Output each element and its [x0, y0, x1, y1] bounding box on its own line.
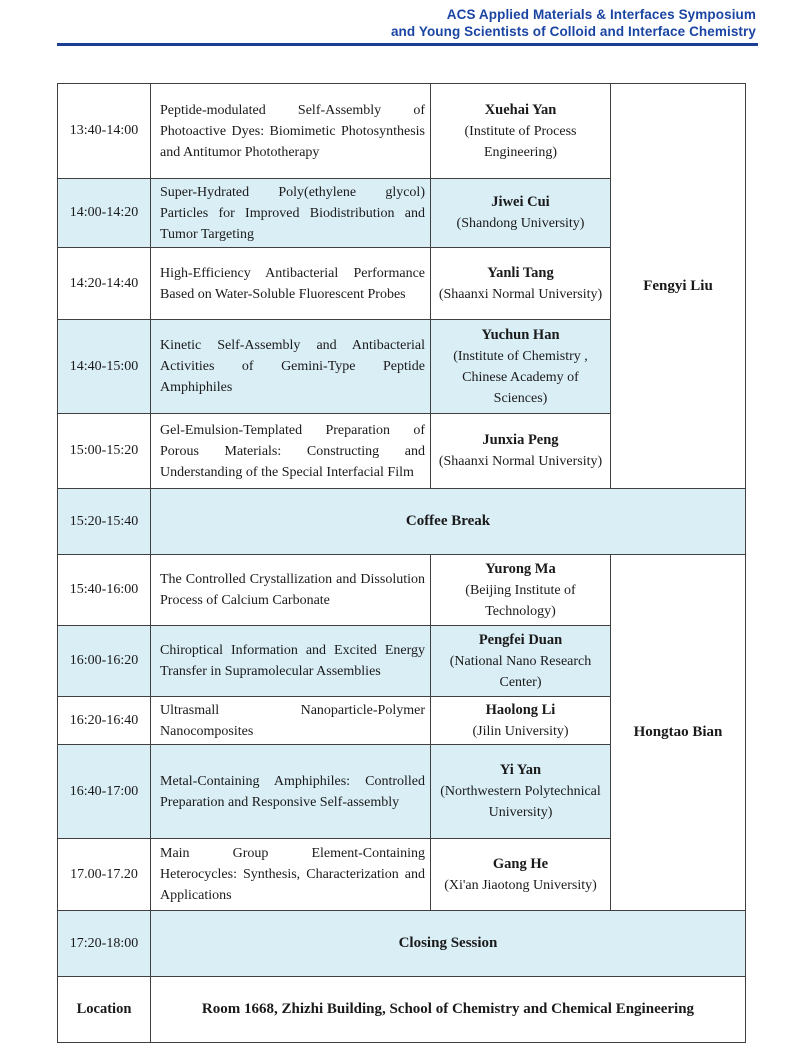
- speaker-affiliation: (Jilin University): [472, 723, 569, 739]
- talk-speaker: [431, 179, 611, 248]
- talk-time: 15:00-15:20: [58, 414, 151, 489]
- talk-title: Chiroptical Information and Excited Energy Transfer in Supramolecular Assemblies: [151, 626, 431, 697]
- speaker-affiliation: (Institute of Chemistry , Chinese Academy of Sciences): [453, 348, 588, 406]
- talk-title: Metal-Containing Amphiphiles: Controlled Preparation and Responsive Self-assembly: [151, 745, 431, 839]
- talk-row: [58, 84, 746, 179]
- speaker-name: Yurong Ma: [485, 560, 556, 577]
- speaker-affiliation: (Northwestern Polytechnical University): [440, 784, 601, 820]
- header-underline: [57, 43, 758, 46]
- talk-time: 14:40-15:00: [58, 320, 151, 414]
- speaker-affiliation: (Shaanxi Normal University): [438, 286, 603, 302]
- speaker-name: Pengfei Duan: [478, 631, 563, 648]
- talk-time: 13:40-14:00: [58, 84, 151, 179]
- speaker-affiliation: (Xi'an Jiaotong University): [444, 877, 597, 893]
- talk-time: 14:00-14:20: [58, 179, 151, 248]
- talk-title: Main Group Element-Containing Heterocycles: Synthesis, Characterization and Applications: [151, 839, 431, 911]
- talk-title: Kinetic Self-Assembly and Antibacterial Activities of Gemini-Type Peptide Amphiphiles: [151, 320, 431, 414]
- talk-title: Ultrasmall Nanoparticle-Polymer Nanocomposites: [151, 697, 431, 745]
- coffee-break-row: [58, 489, 746, 555]
- talk-time: 16:00-16:20: [58, 626, 151, 697]
- session-chair: Hongtao Bian: [611, 555, 746, 911]
- talk-title: Super-Hydrated Poly(ethylene glycol) Particles for Improved Biodistribution and Tumor Targeting: [151, 179, 431, 248]
- talk-time: 16:40-17:00: [58, 745, 151, 839]
- speaker-name: Jiwei Cui: [491, 194, 550, 210]
- speaker-name: Yuchun Han: [481, 326, 560, 343]
- talk-row: [58, 555, 746, 626]
- program-table: [57, 83, 746, 1043]
- coffee-break-label: Coffee Break: [151, 489, 746, 555]
- document-header: [0, 0, 800, 40]
- talk-speaker: [431, 555, 611, 626]
- header-title-line1: ACS Applied Materials & Interfaces Symposium: [446, 7, 756, 22]
- speaker-name: Haolong Li: [485, 701, 556, 718]
- speaker-affiliation: (Institute of Process Engineering): [464, 123, 577, 160]
- talk-speaker: [431, 84, 611, 179]
- talk-speaker: [431, 248, 611, 320]
- talk-speaker: [431, 320, 611, 414]
- speaker-name: Yanli Tang: [487, 264, 554, 281]
- location-label: Location: [58, 977, 151, 1043]
- talk-title: High-Efficiency Antibacterial Performance Based on Water-Soluble Fluorescent Probes: [151, 248, 431, 320]
- talk-title: Peptide-modulated Self-Assembly of Photoactive Dyes: Biomimetic Photosynthesis and Antitumor Phototherapy: [151, 84, 431, 179]
- location-row: [58, 977, 746, 1043]
- speaker-name: Xuehai Yan: [484, 101, 557, 118]
- speaker-name: Junxia Peng: [482, 432, 559, 448]
- talk-speaker: [431, 745, 611, 839]
- talk-time: 15:40-16:00: [58, 555, 151, 626]
- speaker-name: Gang He: [492, 855, 549, 872]
- talk-speaker: [431, 414, 611, 489]
- talk-speaker: [431, 839, 611, 911]
- closing-session-time: 17:20-18:00: [58, 911, 151, 977]
- closing-session-row: [58, 911, 746, 977]
- talk-time: 14:20-14:40: [58, 248, 151, 320]
- talk-time: 17.00-17.20: [58, 839, 151, 911]
- header-title-line2: and Young Scientists of Colloid and Interface Chemistry: [390, 24, 756, 39]
- session-chair: Fengyi Liu: [611, 84, 746, 489]
- coffee-break-time: 15:20-15:40: [58, 489, 151, 555]
- speaker-affiliation: (Shaanxi Normal University): [438, 454, 603, 469]
- talk-speaker: [431, 626, 611, 697]
- talk-title: The Controlled Crystallization and Dissolution Process of Calcium Carbonate: [151, 555, 431, 626]
- location-value: Room 1668, Zhizhi Building, School of Chemistry and Chemical Engineering: [151, 977, 746, 1043]
- talk-time: 16:20-16:40: [58, 697, 151, 745]
- speaker-affiliation: (Shandong University): [456, 216, 585, 231]
- talk-title: Gel-Emulsion-Templated Preparation of Porous Materials: Constructing and Understanding of the Special Interfacial Film: [151, 414, 431, 489]
- speaker-affiliation: (Beijing Institute of Technology): [465, 582, 576, 619]
- closing-session-label: Closing Session: [151, 911, 746, 977]
- talk-speaker: [431, 697, 611, 745]
- speaker-affiliation: (National Nano Research Center): [449, 653, 592, 690]
- speaker-name: Yi Yan: [499, 762, 542, 778]
